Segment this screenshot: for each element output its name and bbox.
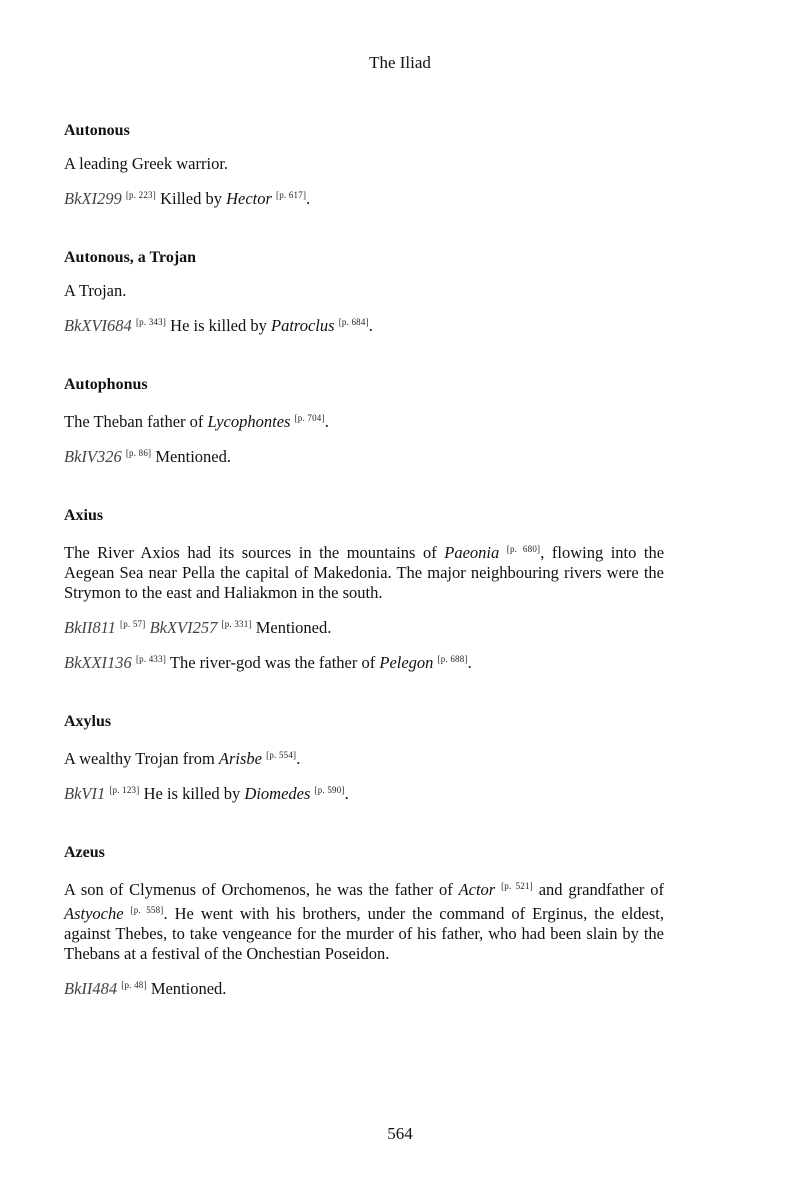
page-ref: [p. 558] — [130, 905, 164, 915]
book-link[interactable]: BkIV326 — [64, 447, 122, 466]
entry-reference: BkVI1 [p. 123] He is killed by Diomedes [p. 590]. — [64, 784, 349, 803]
entry-axius — [64, 505, 664, 673]
page-ref: [p. 684] — [338, 317, 369, 327]
page-ref: [p. 554] — [266, 750, 297, 760]
character-link[interactable]: Pelegon — [379, 653, 434, 672]
book-link[interactable]: BkII484 — [64, 979, 118, 998]
book-link[interactable]: BkII811 — [64, 618, 116, 637]
page-number: 564 — [387, 1124, 413, 1143]
page-ref: [p. 704] — [294, 413, 325, 423]
book-link[interactable]: BkXVI257 — [149, 618, 218, 637]
entry-axylus — [64, 711, 664, 804]
entry-reference: BkII484 [p. 48] Mentioned. — [64, 979, 227, 998]
page-ref: [p. 521] — [501, 881, 533, 891]
book-link[interactable]: BkVI1 — [64, 784, 106, 803]
entry-description: A leading Greek warrior. — [64, 154, 229, 173]
entry-title: Axius — [64, 507, 104, 524]
page-ref: [p. 48] — [121, 980, 147, 990]
glossary-content — [64, 120, 664, 1037]
entry-autonous-trojan — [64, 247, 664, 336]
character-link[interactable]: Astyoche — [64, 904, 124, 923]
page-ref: [p. 331] — [221, 619, 252, 629]
entry-title: Autophonus — [64, 376, 148, 393]
page-ref: [p. 223] — [125, 190, 156, 200]
character-link[interactable]: Actor — [458, 880, 496, 899]
entry-reference: BkXI299 [p. 223] Killed by Hector [p. 617]. — [64, 189, 311, 208]
book-link[interactable]: BkXVI684 — [64, 316, 132, 335]
book-link[interactable]: BkXI299 — [64, 189, 122, 208]
page-ref: [p. 343] — [135, 317, 167, 327]
entry-autonous — [64, 120, 664, 209]
page-ref: [p. 123] — [109, 785, 140, 795]
character-link[interactable]: Lycophontes — [207, 412, 291, 431]
running-header: The Iliad — [369, 53, 431, 72]
character-link[interactable]: Diomedes — [244, 784, 311, 803]
page-ref: [p. 617] — [276, 190, 307, 200]
entry-title: Autonous, a Trojan — [64, 249, 197, 266]
entry-azeus — [64, 842, 664, 999]
page-ref: [p. 86] — [125, 448, 152, 458]
entry-reference: BkXVI684 [p. 343] He is killed by Patroclus [p. 684]. — [64, 316, 373, 335]
entry-title: Autonous — [64, 122, 130, 139]
entry-description: A wealthy Trojan from Arisbe [p. 554]. — [64, 749, 301, 768]
entry-description: A son of Clymenus of Orchomenos, he was the father of Actor [p. 521] and grandfather of Astyoche [p. 558]. He went with his brothers, under the command of Erginus, the eldest, against Thebes, to take vengeance for the murder of his father, who had been slain by the Thebans at a festival of the Onchestian Poseidon. — [64, 880, 664, 963]
entry-title: Axylus — [64, 713, 112, 730]
page-ref: [p. 680] — [506, 544, 541, 554]
page-ref: [p. 590] — [314, 785, 345, 795]
entry-title: Azeus — [64, 844, 105, 861]
entry-autophonus — [64, 374, 664, 467]
entry-reference: BkXXI136 [p. 433] The river-god was the father of Pelegon [p. 688]. — [64, 653, 472, 672]
page-ref: [p. 688] — [437, 654, 468, 664]
entry-description: The Theban father of Lycophontes [p. 704]. — [64, 412, 329, 431]
character-link[interactable]: Patroclus — [271, 316, 335, 335]
entry-reference: BkII811 [p. 57] BkXVI257 [p. 331] Mentioned. — [64, 618, 332, 637]
page-ref: [p. 433] — [135, 654, 167, 664]
book-link[interactable]: BkXXI136 — [64, 653, 132, 672]
place-link[interactable]: Arisbe — [218, 749, 263, 768]
place-link[interactable]: Paeonia — [444, 543, 500, 562]
page-ref: [p. 57] — [120, 619, 146, 629]
entry-description: A Trojan. — [64, 281, 127, 300]
entry-description: The River Axios had its sources in the mountains of Paeonia [p. 680], flowing into the Aegean Sea near Pella the capital of Makedonia. The major neighbouring rivers were the Strymon to the east and Haliakmon in the south. — [64, 543, 665, 602]
character-link[interactable]: Hector — [226, 189, 272, 208]
entry-reference: BkIV326 [p. 86] Mentioned. — [64, 447, 232, 466]
